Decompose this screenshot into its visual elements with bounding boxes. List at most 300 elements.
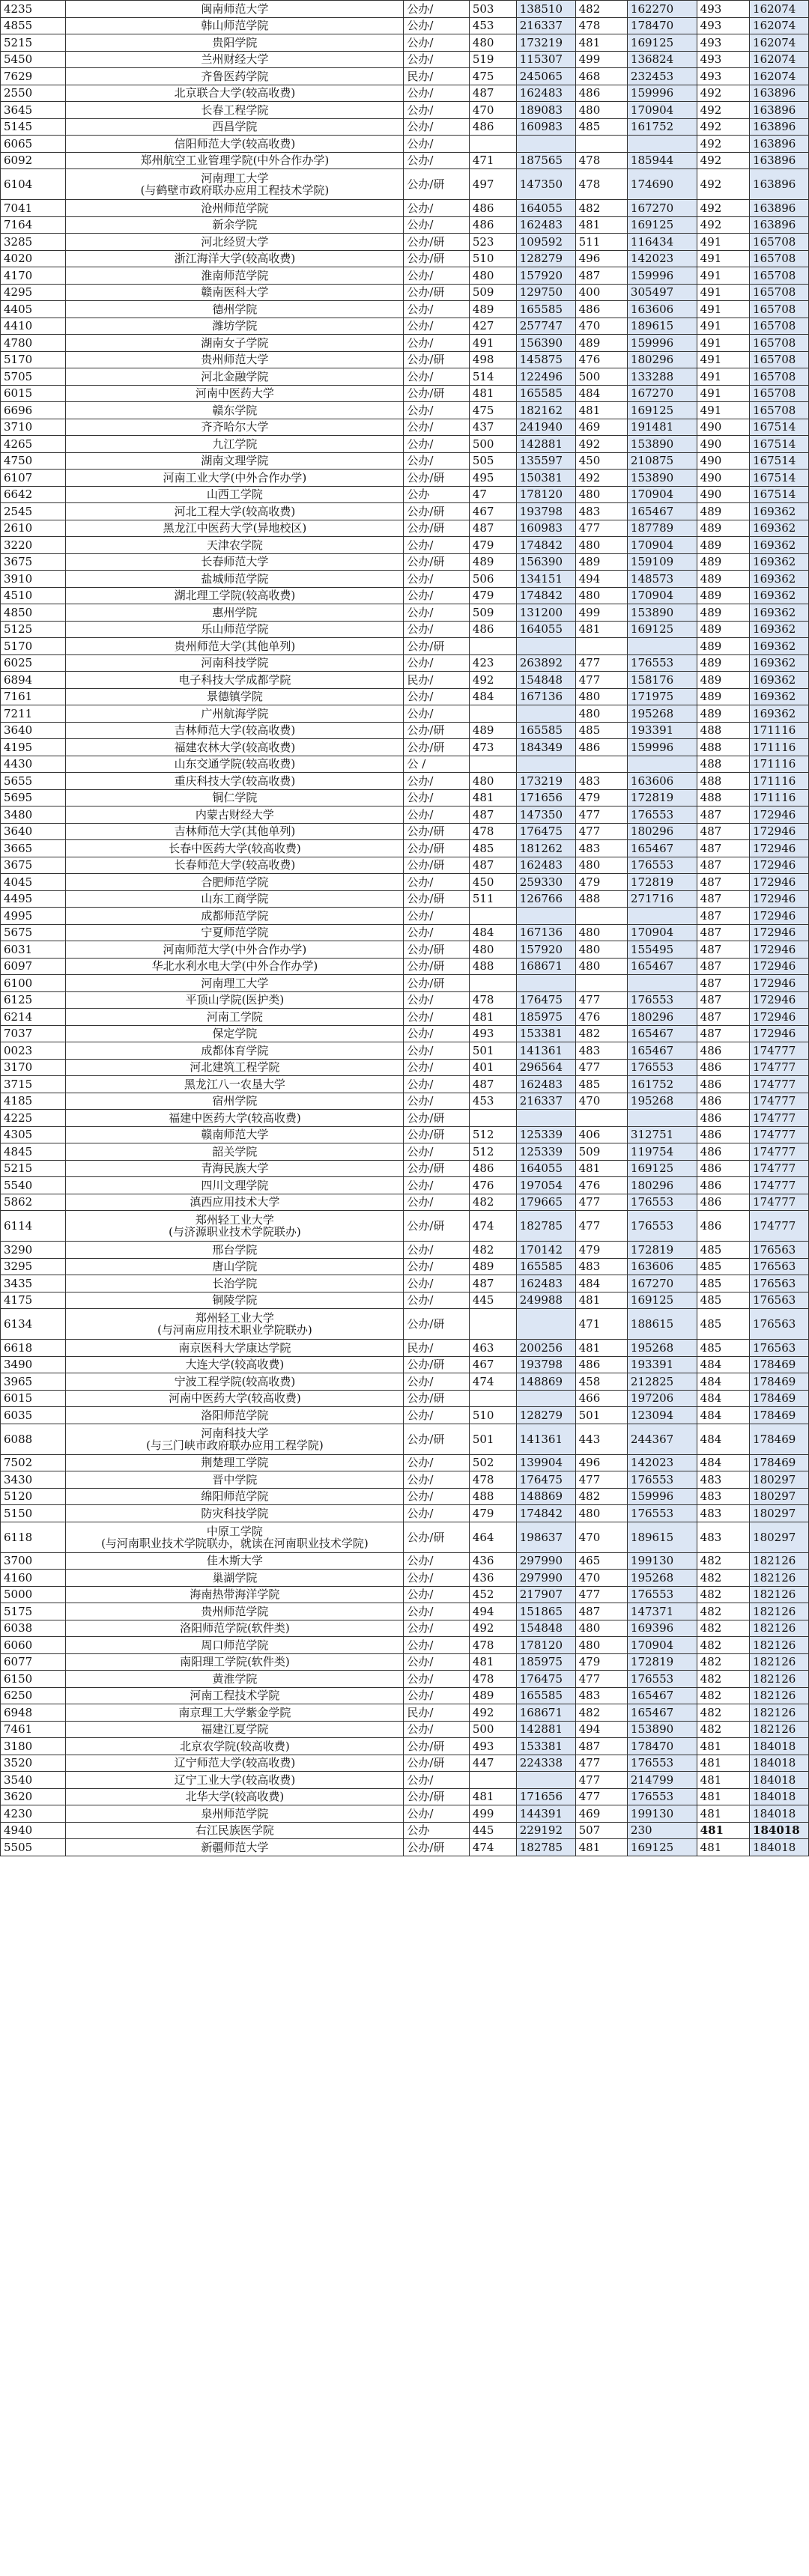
rank-2022-cell: 169125: [627, 621, 697, 638]
school-code-cell: 6114: [1, 1211, 66, 1242]
table-row: [1, 1143, 809, 1161]
rank-2023-cell: 169362: [750, 688, 809, 705]
school-type-cell: 公办/研: [404, 1788, 469, 1805]
rank-2021-cell: [516, 1309, 575, 1340]
score-2021-cell: 436: [469, 1570, 516, 1587]
rank-2022-cell: 176553: [627, 1586, 697, 1603]
table-row: [1, 234, 809, 251]
score-2021-cell: 502: [469, 1454, 516, 1471]
score-2022-cell: 488: [575, 890, 627, 908]
score-2023-cell: 486: [697, 1160, 749, 1177]
score-2021-cell: 514: [469, 368, 516, 386]
table-row: [1, 1340, 809, 1357]
school-code-cell: 4995: [1, 908, 66, 925]
score-2021-cell: 492: [469, 1620, 516, 1637]
table-row: [1, 318, 809, 335]
score-2023-cell: 486: [697, 1143, 749, 1161]
rank-2023-cell: 163896: [750, 85, 809, 102]
school-type-cell: 公办/: [404, 1194, 469, 1211]
score-2023-cell: 482: [697, 1721, 749, 1738]
school-name-cell: 天津农学院: [66, 537, 404, 554]
table-row: [1, 385, 809, 402]
rank-2023-cell: 174777: [750, 1042, 809, 1060]
rank-2021-cell: [516, 1772, 575, 1789]
school-name-cell: 晋中学院: [66, 1471, 404, 1489]
rank-2021-cell: 141361: [516, 1042, 575, 1060]
school-code-cell: 6100: [1, 975, 66, 992]
rank-2022-cell: 116434: [627, 234, 697, 251]
table-row: [1, 118, 809, 136]
rank-2023-cell: 172946: [750, 890, 809, 908]
rank-2022-cell: 312751: [627, 1126, 697, 1143]
table-row: [1, 1275, 809, 1292]
score-2021-cell: 478: [469, 1637, 516, 1654]
rank-2023-cell: 169362: [750, 537, 809, 554]
score-2023-cell: 486: [697, 1093, 749, 1110]
rank-2023-cell: 172946: [750, 874, 809, 891]
rank-2023-cell: 174777: [750, 1211, 809, 1242]
rank-2023-cell: 174777: [750, 1110, 809, 1127]
score-2022-cell: 471: [575, 1309, 627, 1340]
rank-2023-cell: 165708: [750, 318, 809, 335]
rank-2021-cell: 153381: [516, 1738, 575, 1755]
rank-2021-cell: 182162: [516, 402, 575, 419]
school-type-cell: 公办/: [404, 1454, 469, 1471]
school-type-cell: 公办/研: [404, 470, 469, 487]
rank-2022-cell: 142023: [627, 250, 697, 267]
score-2023-cell: 493: [697, 17, 749, 34]
rank-2023-cell: 169362: [750, 587, 809, 604]
score-2021-cell: 511: [469, 890, 516, 908]
score-2023-cell: 489: [697, 571, 749, 588]
score-2023-cell: 490: [697, 436, 749, 453]
rank-2021-cell: [516, 1390, 575, 1407]
rank-2022-cell: 163606: [627, 773, 697, 790]
school-code-cell: 5125: [1, 621, 66, 638]
score-2021-cell: 447: [469, 1755, 516, 1772]
rank-2021-cell: 125339: [516, 1143, 575, 1161]
rank-2021-cell: 131200: [516, 604, 575, 622]
score-2021-cell: 474: [469, 1839, 516, 1856]
score-2023-cell: 487: [697, 1009, 749, 1026]
table-row: [1, 34, 809, 52]
score-2022-cell: 477: [575, 520, 627, 537]
rank-2023-cell: 172946: [750, 924, 809, 941]
school-type-cell: 公办/研: [404, 941, 469, 959]
rank-2023-cell: 169362: [750, 705, 809, 723]
school-type-cell: 公办/: [404, 1687, 469, 1704]
table-row: [1, 1721, 809, 1738]
rank-2022-cell: 165467: [627, 1042, 697, 1060]
rank-2021-cell: [516, 638, 575, 655]
school-name-cell: 华北水利水电大学(中外合作办学): [66, 958, 404, 975]
table-row: [1, 17, 809, 34]
score-2021-cell: 489: [469, 553, 516, 571]
rank-2023-cell: 162074: [750, 17, 809, 34]
school-type-cell: 公办/: [404, 1552, 469, 1570]
school-name-cell: 福建江夏学院: [66, 1721, 404, 1738]
school-type-cell: 公办/: [404, 51, 469, 68]
rank-2023-cell: 174777: [750, 1126, 809, 1143]
score-2023-cell: 485: [697, 1242, 749, 1259]
rank-2023-cell: 172946: [750, 958, 809, 975]
score-2022-cell: 486: [575, 301, 627, 318]
school-code-cell: 3430: [1, 1471, 66, 1489]
school-code-cell: 4305: [1, 1126, 66, 1143]
rank-2023-cell: 163896: [750, 216, 809, 234]
score-2021-cell: 498: [469, 351, 516, 368]
rank-2023-cell: 172946: [750, 1025, 809, 1042]
school-code-cell: 6642: [1, 486, 66, 503]
score-2021-cell: 493: [469, 1025, 516, 1042]
rank-2022-cell: 197206: [627, 1390, 697, 1407]
school-type-cell: 公办/: [404, 773, 469, 790]
rank-2022-cell: 305497: [627, 284, 697, 301]
rank-2023-cell: 172946: [750, 975, 809, 992]
score-2021-cell: 486: [469, 200, 516, 217]
score-2023-cell: 489: [697, 503, 749, 520]
school-code-cell: 2550: [1, 85, 66, 102]
score-2022-cell: 480: [575, 537, 627, 554]
score-2023-cell: 487: [697, 991, 749, 1009]
rank-2021-cell: 176475: [516, 1671, 575, 1688]
school-name-cell: 右江民族医学院: [66, 1822, 404, 1839]
rank-2022-cell: 176553: [627, 857, 697, 874]
school-name-cell: 洛阳师范学院(软件类): [66, 1620, 404, 1637]
score-2021-cell: 480: [469, 267, 516, 285]
school-name-cell: 河南中医药大学: [66, 385, 404, 402]
table-row: [1, 402, 809, 419]
rank-2023-cell: 174777: [750, 1143, 809, 1161]
score-2022-cell: 480: [575, 102, 627, 119]
score-2022-cell: 485: [575, 1076, 627, 1093]
school-name-cell: 中原工学院 (与河南职业技术学院联办，就读在河南职业技术学院): [66, 1522, 404, 1552]
school-type-cell: 公办/: [404, 1076, 469, 1093]
school-type-cell: 公办/: [404, 1177, 469, 1194]
school-type-cell: 公办/研: [404, 1424, 469, 1454]
score-2023-cell: 487: [697, 1025, 749, 1042]
table-row: [1, 1552, 809, 1570]
school-name-cell: 湖南女子学院: [66, 335, 404, 352]
table-row: [1, 1126, 809, 1143]
school-type-cell: 公办/: [404, 368, 469, 386]
school-code-cell: 6104: [1, 169, 66, 200]
score-2021-cell: 453: [469, 17, 516, 34]
score-2023-cell: 486: [697, 1177, 749, 1194]
table-row: [1, 1292, 809, 1309]
school-name-cell: 防灾科技学院: [66, 1505, 404, 1522]
school-code-cell: 3910: [1, 571, 66, 588]
rank-2023-cell: 171116: [750, 789, 809, 806]
school-type-cell: 公办/: [404, 874, 469, 891]
score-2021-cell: 452: [469, 1586, 516, 1603]
school-name-cell: 河南师范大学(中外合作办学): [66, 941, 404, 959]
rank-2023-cell: 174777: [750, 1076, 809, 1093]
rank-2023-cell: 180297: [750, 1488, 809, 1505]
rank-2021-cell: 162483: [516, 857, 575, 874]
school-name-cell: 重庆科技大学(较高收费): [66, 773, 404, 790]
school-code-cell: 3490: [1, 1356, 66, 1373]
school-code-cell: 5120: [1, 1488, 66, 1505]
score-2023-cell: 491: [697, 402, 749, 419]
rank-2022-cell: 170904: [627, 486, 697, 503]
school-type-cell: 公办/: [404, 17, 469, 34]
rank-2023-cell: 163896: [750, 200, 809, 217]
table-row: [1, 1424, 809, 1454]
score-2021-cell: 512: [469, 1143, 516, 1161]
school-code-cell: 5695: [1, 789, 66, 806]
school-name-cell: 电子科技大学成都学院: [66, 672, 404, 689]
school-code-cell: 3645: [1, 102, 66, 119]
score-2022-cell: 483: [575, 1687, 627, 1704]
rank-2021-cell: 241940: [516, 419, 575, 436]
school-type-cell: 公办/: [404, 1275, 469, 1292]
score-2022-cell: 466: [575, 1390, 627, 1407]
rank-2022-cell: 176553: [627, 1211, 697, 1242]
rank-2023-cell: 174777: [750, 1093, 809, 1110]
school-name-cell: 黑龙江八一农垦大学: [66, 1076, 404, 1093]
school-code-cell: 4230: [1, 1805, 66, 1823]
score-2021-cell: 486: [469, 216, 516, 234]
score-2021-cell: 510: [469, 1407, 516, 1424]
school-code-cell: 4225: [1, 1110, 66, 1127]
school-code-cell: 3220: [1, 537, 66, 554]
rank-2022-cell: 161752: [627, 118, 697, 136]
score-2023-cell: 483: [697, 1505, 749, 1522]
rank-2023-cell: 182126: [750, 1653, 809, 1671]
score-2023-cell: 481: [697, 1805, 749, 1823]
school-type-cell: 公办/研: [404, 1356, 469, 1373]
school-type-cell: 公办/: [404, 1042, 469, 1060]
rank-2022-cell: 165467: [627, 958, 697, 975]
school-name-cell: 福建中医药大学(较高收费): [66, 1110, 404, 1127]
score-2021-cell: 486: [469, 621, 516, 638]
rank-2021-cell: 167136: [516, 924, 575, 941]
school-code-cell: 4195: [1, 739, 66, 756]
rank-2022-cell: 172819: [627, 789, 697, 806]
score-2023-cell: 484: [697, 1356, 749, 1373]
table-row: [1, 250, 809, 267]
school-code-cell: 4495: [1, 890, 66, 908]
rank-2021-cell: 125339: [516, 1126, 575, 1143]
table-row: [1, 908, 809, 925]
score-2023-cell: 493: [697, 34, 749, 52]
score-2021-cell: 489: [469, 722, 516, 739]
score-2022-cell: [575, 136, 627, 153]
rank-2021-cell: 176475: [516, 823, 575, 840]
score-2022-cell: 477: [575, 1194, 627, 1211]
school-type-cell: 公办/研: [404, 1211, 469, 1242]
rank-2022-cell: 165467: [627, 840, 697, 857]
rank-2023-cell: 172946: [750, 941, 809, 959]
school-name-cell: 景德镇学院: [66, 688, 404, 705]
school-name-cell: 北京农学院(较高收费): [66, 1738, 404, 1755]
score-2023-cell: 482: [697, 1687, 749, 1704]
score-2021-cell: 499: [469, 1805, 516, 1823]
score-2022-cell: 496: [575, 1454, 627, 1471]
rank-2022-cell: 178470: [627, 17, 697, 34]
school-name-cell: 贵州师范大学: [66, 351, 404, 368]
school-name-cell: 河南理工大学: [66, 975, 404, 992]
school-code-cell: 7041: [1, 200, 66, 217]
score-2022-cell: 477: [575, 1671, 627, 1688]
school-code-cell: 4430: [1, 756, 66, 773]
score-2023-cell: 482: [697, 1570, 749, 1587]
score-2023-cell: 482: [697, 1586, 749, 1603]
table-row: [1, 1160, 809, 1177]
table-row: [1, 1042, 809, 1060]
score-2022-cell: 481: [575, 1839, 627, 1856]
school-name-cell: 韶关学院: [66, 1143, 404, 1161]
table-row: [1, 1805, 809, 1823]
school-code-cell: 5450: [1, 51, 66, 68]
score-2021-cell: 464: [469, 1522, 516, 1552]
score-2022-cell: 480: [575, 486, 627, 503]
rank-2021-cell: 147350: [516, 169, 575, 200]
rank-2022-cell: 165467: [627, 1704, 697, 1722]
rank-2023-cell: 172946: [750, 806, 809, 824]
school-name-cell: 赣南医科大学: [66, 284, 404, 301]
score-2021-cell: 495: [469, 470, 516, 487]
school-name-cell: 福建农林大学(较高收费): [66, 739, 404, 756]
school-code-cell: 3640: [1, 823, 66, 840]
score-2022-cell: 482: [575, 1488, 627, 1505]
rank-2022-cell: 214799: [627, 1772, 697, 1789]
score-2023-cell: 489: [697, 553, 749, 571]
score-2022-cell: 480: [575, 587, 627, 604]
rank-2023-cell: 182126: [750, 1552, 809, 1570]
score-2021-cell: 487: [469, 857, 516, 874]
score-2021-cell: 488: [469, 1488, 516, 1505]
score-2021-cell: 494: [469, 1603, 516, 1620]
score-2022-cell: [575, 975, 627, 992]
rank-2023-cell: 178469: [750, 1424, 809, 1454]
rank-2021-cell: 162483: [516, 1076, 575, 1093]
school-type-cell: 公办/: [404, 604, 469, 622]
rank-2022-cell: 119754: [627, 1143, 697, 1161]
school-type-cell: 公办/: [404, 991, 469, 1009]
rank-2022-cell: 176553: [627, 991, 697, 1009]
score-2022-cell: 487: [575, 267, 627, 285]
score-2022-cell: 511: [575, 234, 627, 251]
score-2022-cell: 468: [575, 68, 627, 85]
school-code-cell: 7461: [1, 1721, 66, 1738]
rank-2021-cell: 257747: [516, 318, 575, 335]
score-2022-cell: 406: [575, 1126, 627, 1143]
rank-2023-cell: 163896: [750, 118, 809, 136]
school-type-cell: 公办/: [404, 436, 469, 453]
score-2022-cell: 480: [575, 688, 627, 705]
score-2022-cell: 477: [575, 823, 627, 840]
score-2022-cell: 480: [575, 857, 627, 874]
rank-2022-cell: 210875: [627, 452, 697, 470]
rank-2022-cell: 180296: [627, 351, 697, 368]
rank-2022-cell: 169125: [627, 1160, 697, 1177]
school-code-cell: 6088: [1, 1424, 66, 1454]
score-2023-cell: 492: [697, 118, 749, 136]
score-2023-cell: 487: [697, 975, 749, 992]
rank-2021-cell: 174842: [516, 587, 575, 604]
school-code-cell: 6015: [1, 1390, 66, 1407]
score-2021-cell: 501: [469, 1042, 516, 1060]
table-row: [1, 571, 809, 588]
school-type-cell: 公办/研: [404, 385, 469, 402]
table-row: [1, 890, 809, 908]
score-2021-cell: [469, 638, 516, 655]
score-2021-cell: 479: [469, 587, 516, 604]
school-code-cell: 4235: [1, 1, 66, 18]
school-name-cell: 山西工学院: [66, 486, 404, 503]
school-code-cell: 3665: [1, 840, 66, 857]
score-2022-cell: [575, 1110, 627, 1127]
school-name-cell: 南阳理工学院(软件类): [66, 1653, 404, 1671]
table-row: [1, 51, 809, 68]
rank-2023-cell: 182126: [750, 1671, 809, 1688]
school-type-cell: 公办/: [404, 1637, 469, 1654]
score-2021-cell: 492: [469, 672, 516, 689]
school-type-cell: 公办/研: [404, 1126, 469, 1143]
score-2023-cell: 492: [697, 216, 749, 234]
school-code-cell: 5215: [1, 34, 66, 52]
score-2023-cell: 487: [697, 958, 749, 975]
rank-2021-cell: 145875: [516, 351, 575, 368]
rank-2021-cell: [516, 136, 575, 153]
rank-2022-cell: 172819: [627, 1653, 697, 1671]
score-2022-cell: 481: [575, 1292, 627, 1309]
school-code-cell: 3180: [1, 1738, 66, 1755]
table-row: [1, 152, 809, 169]
school-name-cell: 铜陵学院: [66, 1292, 404, 1309]
rank-2023-cell: 172946: [750, 991, 809, 1009]
school-code-cell: 6077: [1, 1653, 66, 1671]
score-2022-cell: 478: [575, 169, 627, 200]
rank-2023-cell: 182126: [750, 1721, 809, 1738]
school-code-cell: 3640: [1, 722, 66, 739]
school-name-cell: 长春工程学院: [66, 102, 404, 119]
rank-2022-cell: [627, 756, 697, 773]
score-2021-cell: 478: [469, 1471, 516, 1489]
school-code-cell: 7161: [1, 688, 66, 705]
rank-2023-cell: 165708: [750, 335, 809, 352]
table-row: [1, 773, 809, 790]
score-2021-cell: [469, 705, 516, 723]
table-row: [1, 419, 809, 436]
school-code-cell: 7164: [1, 216, 66, 234]
score-2022-cell: 492: [575, 436, 627, 453]
school-code-cell: 4045: [1, 874, 66, 891]
rank-2022-cell: 158176: [627, 672, 697, 689]
school-name-cell: 兰州财经大学: [66, 51, 404, 68]
school-type-cell: 公办/: [404, 1242, 469, 1259]
rank-2022-cell: 148573: [627, 571, 697, 588]
school-name-cell: 浙江海洋大学(较高收费): [66, 250, 404, 267]
rank-2023-cell: 169362: [750, 553, 809, 571]
school-name-cell: 河南理工大学 (与鹤壁市政府联办应用工程技术学院): [66, 169, 404, 200]
school-code-cell: 5150: [1, 1505, 66, 1522]
rank-2022-cell: [627, 136, 697, 153]
score-2021-cell: 475: [469, 68, 516, 85]
table-row: [1, 1211, 809, 1242]
rank-2022-cell: 176553: [627, 1788, 697, 1805]
rank-2023-cell: 165708: [750, 368, 809, 386]
table-row: [1, 1603, 809, 1620]
score-2022-cell: 477: [575, 991, 627, 1009]
school-name-cell: 赣东学院: [66, 402, 404, 419]
score-2023-cell: 481: [697, 1772, 749, 1789]
table-row: [1, 756, 809, 773]
score-2023-cell: 486: [697, 1042, 749, 1060]
score-2022-cell: 443: [575, 1424, 627, 1454]
